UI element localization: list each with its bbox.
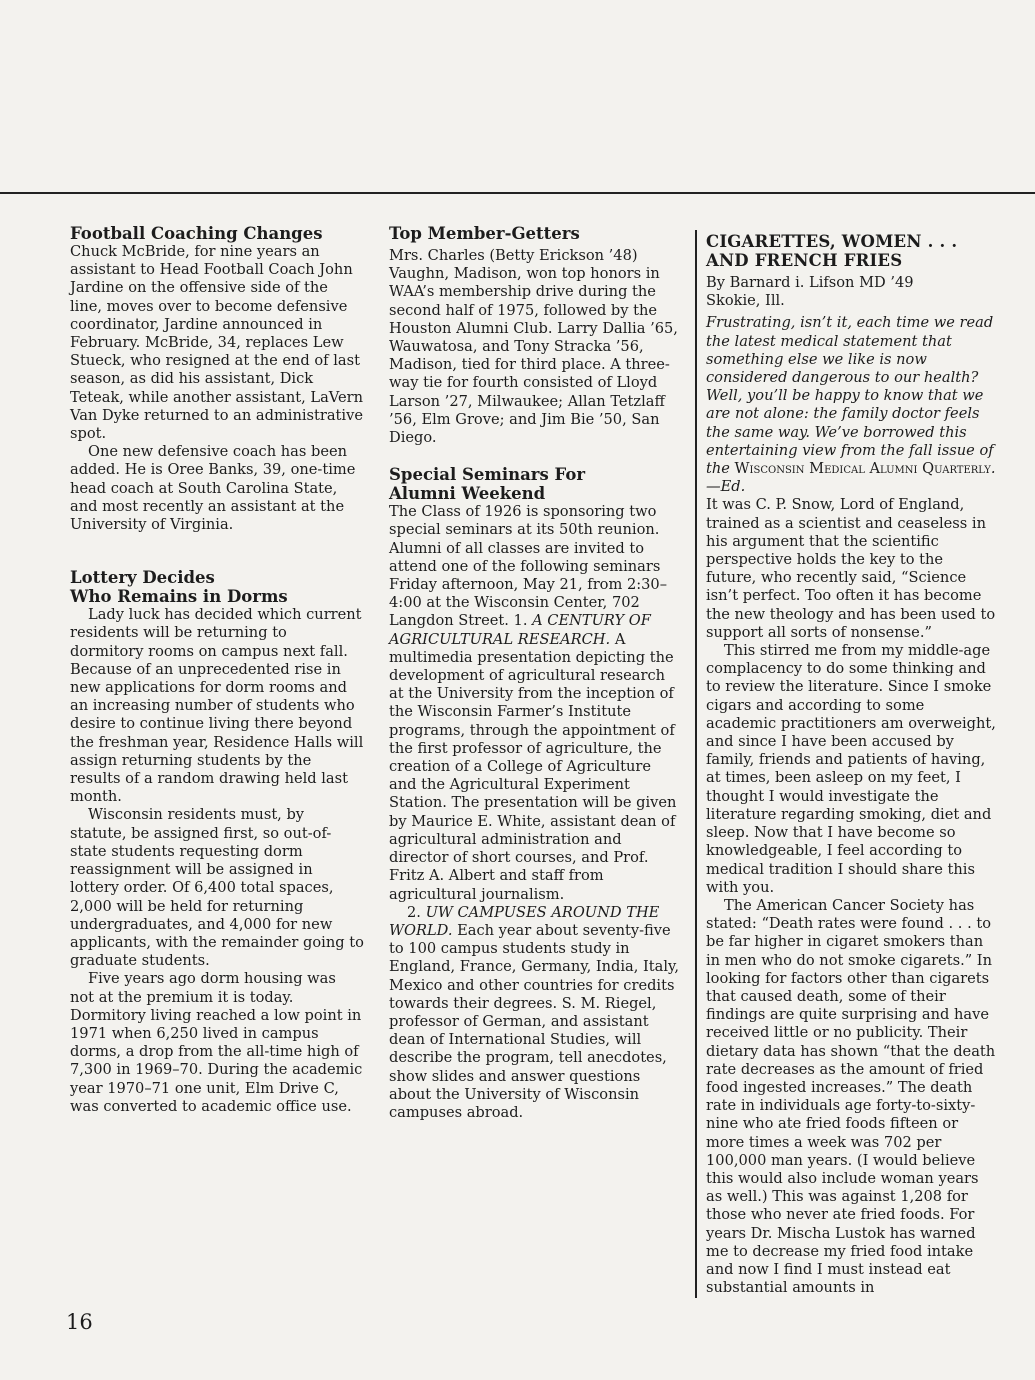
seminars-heading xyxy=(389,465,679,503)
cigarettes-heading xyxy=(706,232,998,270)
lottery-paragraph-2: Wisconsin residents must, by statute, be assigned first, so out-of-state students requesting dorm reassignment will be assigned in lottery order. Of 6,400 total spaces, 2,000 will be held for returning undergraduates, and 4,000 for new applicants, with the remainder going to graduate students. xyxy=(70,806,364,970)
cigarettes-paragraph-3: The American Cancer Society has stated: “Death rates were found . . . to be far higher in cigaret smokers than in men who do not smoke cigarets.” In looking for factors other than cigarets that caused death, some of their findings are quite surprising and have received little or no publicity. Their dietary data has shown “that the death rate decreases as the amount of fried food ingested increases.” The death rate in individuals age forty-to-sixty-nine who ate fried foods fifteen or more times a week was 702 per 100,000 man years. (I would believe this would also include woman years as well.) This was against 1,208 for those who never ate fried foods. For years Dr. Mischa Lustok has warned me to decrease my fried food intake and now I find I must instead eat substantial amounts in xyxy=(706,896,996,1297)
cigarettes-heading-line-2: AND FRENCH FRIES xyxy=(706,251,903,270)
editor-intro-text: Frustrating, isn’t it, each time we read the latest medical statement that something else we like is now considered dangerous to our health? Well, you’ll be happy to know that we are not alone: the family doctor feels the same way. We’ve borrowed this entertaining view from the fall issue of the xyxy=(706,314,994,478)
seminars-p2-rest: Each year about seventy-five to 100 campus students study in England, France, Germany, India, Italy, Mexico and other countries for credits towards their degrees. S. M. Riegel, professor of German, and assistant dean of International Studies, will describe the program, tell anecdotes, show slides and answer questions about the University of Wisconsin campuses abroad. xyxy=(389,921,679,1121)
editor-intro xyxy=(706,314,998,496)
lottery-heading-line-1: Lottery Decides xyxy=(70,568,215,588)
cigarettes-paragraph-2: This stirred me from my middle-age complacency to do some thinking and to review the literature. Since I smoke cigars and according to some academic practitioners am overweight, and since I have been accused by family, friends and patients of having, at times, been asleep on my feet, I thought I would investigate the literature regarding smoking, diet and sleep. Now that I have become so knowledgeable, I feel according to medical tradition I should share this with you. xyxy=(706,642,996,896)
column-right xyxy=(706,232,998,1297)
editor-intro-source: Wisconsin Medical Alumni Quarterly xyxy=(734,460,991,478)
football-paragraph-2: One new defensive coach has been added. He is Oree Banks, 39, one-time head coach at South Carolina State, and most recently an assistant at the University of Virginia. xyxy=(70,443,356,534)
seminars-heading-line-1: Special Seminars For xyxy=(389,465,586,485)
byline-author: By Barnard i. Lifson MD ’49 xyxy=(706,274,914,291)
members-heading: Top Member-Getters xyxy=(389,224,580,243)
seminars-paragraph-2 xyxy=(389,904,679,1122)
seminar-1-title: A CENTURY OF AGRICULTURAL RESEARCH. xyxy=(389,612,651,648)
lottery-heading-line-2: Who Remains in Dorms xyxy=(70,587,288,607)
cigarettes-paragraph-1: It was C. P. Snow, Lord of England, trained as a scientist and ceaseless in his argument that the scientific perspective holds the key to the future, who recently said, “Science isn’t perfect. Too often it has become the new theology and has been used to support all sorts of nonsense.” xyxy=(706,496,996,641)
page-number: 16 xyxy=(66,1310,93,1334)
seminars-paragraph-1 xyxy=(389,503,679,903)
seminars-p1-rest: A multimedia presentation depicting the development of agricultural research at the University from the inception of the Wisconsin Farmer’s Institute programs, through the appointment of the first professor of agriculture, the creation of a College of Agriculture and the Agricultural Experiment Station. The presentation will be given by Maurice E. White, assistant dean of agricultural administration and director of short courses, and Prof. Fritz A. Albert and staff from agricultural journalism. xyxy=(389,630,677,903)
byline-location: Skokie, Ill. xyxy=(706,292,785,310)
column-divider xyxy=(695,230,697,1298)
lottery-paragraph-1: Lady luck has decided which current residents will be returning to dormitory rooms on campus next fall. Because of an unprecedented rise in new applications for dorm rooms and an increasing number of students who desire to continue living there beyond the freshman year, Residence Halls will assign returning students by the results of a random drawing held last month. xyxy=(70,606,364,806)
column-left xyxy=(70,224,364,1116)
football-heading: Football Coaching Changes xyxy=(70,224,323,243)
members-paragraph: Mrs. Charles (Betty Erickson ’48) Vaughn, Madison, won top honors in WAA’s membership drive during the second half of 1975, followed by the Houston Alumni Club. Larry Dallia ’65, Wauwatosa, and Tony Stracka ’56, Madison, tied for third place. A three-way tie for fourth consisted of Lloyd Larson ’27, Milwaukee; Allan Tetzlaff ’56, Elm Grove; and Jim Bie ’50, San Diego. xyxy=(389,247,678,447)
byline xyxy=(706,274,998,310)
column-middle xyxy=(389,224,679,1122)
seminars-p1-start: The Class of 1926 is sponsoring two special seminars at its 50th reunion. Alumni of all classes are invited to attend one of the following seminars Friday afternoon, May 21, from 2:30–4:00 at the Wisconsin Center, 702 Langdon Street. 1. xyxy=(389,503,668,630)
lottery-paragraph-3: Five years ago dorm housing was not at the premium it is today. Dormitory living reached a low point in 1971 when 6,250 lived in campus dorms, a drop from the all-time high of 7,300 in 1969–70. During the academic year 1970–71 one unit, Elm Drive C, was converted to academic office use. xyxy=(70,970,363,1115)
football-paragraph-1: Chuck McBride, for nine years an assistant to Head Football Coach John Jardine on the offensive side of the line, moves over to become defensive coordinator, Jardine announced in February. McBride, 34, replaces Lew Stueck, who resigned at the end of last season, as did his assistant, Dick Teteak, while another assistant, LaVern Van Dyke returned to an administrative spot. xyxy=(70,243,364,443)
seminars-heading-line-2: Alumni Weekend xyxy=(389,484,546,504)
editor-intro-ed: .—Ed. xyxy=(706,460,996,496)
lottery-heading xyxy=(70,568,364,606)
cigarettes-heading-line-1: CIGARETTES, WOMEN . . . xyxy=(706,232,958,251)
header-rule xyxy=(0,192,1035,194)
seminar-2-title: UW CAMPUSES AROUND THE WORLD. xyxy=(389,903,660,939)
seminars-p2-start: 2. xyxy=(407,903,421,921)
